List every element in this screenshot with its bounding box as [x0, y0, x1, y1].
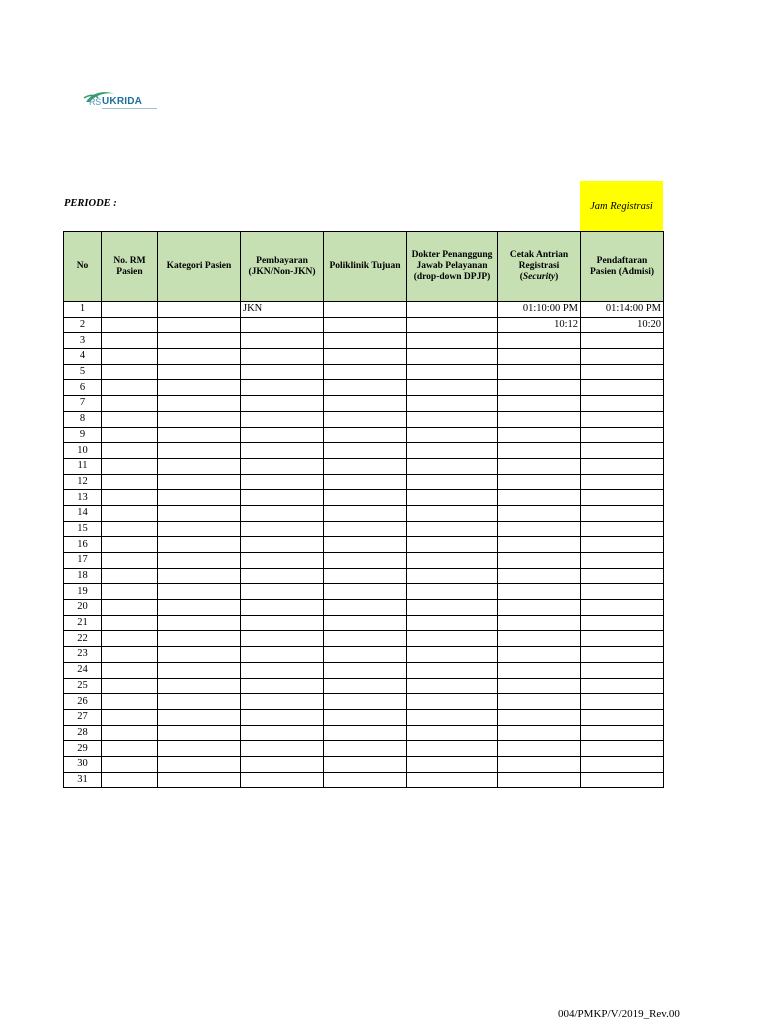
cell-dokter [407, 615, 498, 631]
cell-no-rm [102, 317, 158, 333]
cell-pembayaran: JKN [241, 302, 324, 318]
cell-no: 22 [64, 631, 102, 647]
cell-kategori [158, 694, 241, 710]
cell-cetak-antrian [498, 458, 581, 474]
cell-cetak-antrian [498, 537, 581, 553]
cell-pendaftaran [581, 380, 664, 396]
cell-pembayaran [241, 568, 324, 584]
cell-dokter [407, 505, 498, 521]
cell-pendaftaran [581, 349, 664, 365]
table-row [64, 458, 664, 474]
table-row [64, 364, 664, 380]
cell-cetak-antrian [498, 772, 581, 788]
table-row [64, 615, 664, 631]
cell-no-rm [102, 615, 158, 631]
cell-pembayaran [241, 647, 324, 663]
cell-no-rm [102, 474, 158, 490]
cell-pendaftaran [581, 678, 664, 694]
table-row [64, 537, 664, 553]
cell-no-rm [102, 411, 158, 427]
cell-no-rm [102, 537, 158, 553]
cell-no: 26 [64, 694, 102, 710]
cell-cetak-antrian [498, 396, 581, 412]
cell-kategori [158, 662, 241, 678]
cell-no: 19 [64, 584, 102, 600]
cell-pendaftaran [581, 490, 664, 506]
cell-dokter [407, 584, 498, 600]
table-row [64, 584, 664, 600]
cell-dokter [407, 427, 498, 443]
cell-dokter [407, 709, 498, 725]
col-header-cetak-antrian: Cetak Antrian Registrasi (Security) [498, 232, 581, 302]
cell-kategori [158, 458, 241, 474]
cell-no-rm [102, 647, 158, 663]
cell-poliklinik [324, 411, 407, 427]
cell-no-rm [102, 678, 158, 694]
cell-kategori [158, 317, 241, 333]
table-row [64, 647, 664, 663]
cell-dokter [407, 662, 498, 678]
cell-pembayaran [241, 662, 324, 678]
cell-no-rm [102, 505, 158, 521]
cell-pembayaran [241, 317, 324, 333]
cell-poliklinik [324, 694, 407, 710]
cell-pendaftaran [581, 662, 664, 678]
cell-no-rm [102, 396, 158, 412]
cell-cetak-antrian [498, 584, 581, 600]
table-row [64, 568, 664, 584]
cell-pendaftaran [581, 443, 664, 459]
cell-kategori [158, 631, 241, 647]
cell-no-rm [102, 631, 158, 647]
cell-kategori [158, 427, 241, 443]
cell-pembayaran [241, 772, 324, 788]
cell-dokter [407, 364, 498, 380]
table-row [64, 709, 664, 725]
document-code: 004/PMKP/V/2019_Rev.00 [558, 1008, 680, 1020]
cell-cetak-antrian [498, 505, 581, 521]
cell-no: 12 [64, 474, 102, 490]
cell-cetak-antrian [498, 380, 581, 396]
cell-cetak-antrian [498, 756, 581, 772]
cell-dokter [407, 631, 498, 647]
cell-no: 30 [64, 756, 102, 772]
cell-no-rm [102, 427, 158, 443]
cell-cetak-antrian [498, 647, 581, 663]
cell-no: 29 [64, 741, 102, 757]
cell-poliklinik [324, 317, 407, 333]
table-row [64, 302, 664, 318]
col-header-poliklinik: Poliklinik Tujuan [324, 232, 407, 302]
table-row [64, 443, 664, 459]
cell-poliklinik [324, 725, 407, 741]
cell-cetak-antrian [498, 490, 581, 506]
cell-dokter [407, 490, 498, 506]
cell-pembayaran [241, 615, 324, 631]
cell-pendaftaran [581, 521, 664, 537]
cell-pendaftaran [581, 537, 664, 553]
table-row [64, 756, 664, 772]
cell-cetak-antrian [498, 568, 581, 584]
cell-poliklinik [324, 615, 407, 631]
table-row [64, 631, 664, 647]
cell-no: 3 [64, 333, 102, 349]
cell-dokter [407, 694, 498, 710]
cell-pembayaran [241, 427, 324, 443]
cell-kategori [158, 615, 241, 631]
cetak-antrian-title: Cetak Antrian Registrasi [509, 250, 569, 271]
cell-no-rm [102, 458, 158, 474]
cell-kategori [158, 364, 241, 380]
cell-cetak-antrian [498, 553, 581, 569]
cell-dokter [407, 772, 498, 788]
cell-pendaftaran [581, 756, 664, 772]
logo-prefix: RS [89, 97, 101, 107]
cell-no: 14 [64, 505, 102, 521]
cell-pendaftaran [581, 553, 664, 569]
cell-no: 18 [64, 568, 102, 584]
cell-pendaftaran [581, 631, 664, 647]
table-row [64, 427, 664, 443]
cell-pendaftaran [581, 694, 664, 710]
cell-no: 24 [64, 662, 102, 678]
cell-dokter [407, 725, 498, 741]
cell-poliklinik [324, 474, 407, 490]
cell-poliklinik [324, 662, 407, 678]
cell-kategori [158, 647, 241, 663]
cell-pembayaran [241, 443, 324, 459]
table-header-row [64, 232, 664, 302]
cell-no: 20 [64, 600, 102, 616]
cell-kategori [158, 553, 241, 569]
cell-poliklinik [324, 709, 407, 725]
cell-pembayaran [241, 553, 324, 569]
cell-poliklinik [324, 490, 407, 506]
cell-kategori [158, 709, 241, 725]
cell-pendaftaran [581, 505, 664, 521]
cell-dokter [407, 553, 498, 569]
cell-kategori [158, 380, 241, 396]
cell-pendaftaran [581, 741, 664, 757]
table-row [64, 553, 664, 569]
cell-no-rm [102, 662, 158, 678]
cell-poliklinik [324, 584, 407, 600]
cell-pembayaran [241, 333, 324, 349]
cell-poliklinik [324, 443, 407, 459]
cell-no-rm [102, 725, 158, 741]
cell-dokter [407, 317, 498, 333]
cell-kategori [158, 568, 241, 584]
cell-poliklinik [324, 505, 407, 521]
cell-no: 15 [64, 521, 102, 537]
cell-pembayaran [241, 537, 324, 553]
logo-tagline-line [102, 108, 157, 109]
cell-pembayaran [241, 458, 324, 474]
cell-pembayaran [241, 505, 324, 521]
cell-no: 25 [64, 678, 102, 694]
cell-pembayaran [241, 380, 324, 396]
cell-kategori [158, 490, 241, 506]
cell-pendaftaran [581, 709, 664, 725]
cell-no: 11 [64, 458, 102, 474]
cell-cetak-antrian [498, 474, 581, 490]
cell-poliklinik [324, 521, 407, 537]
cell-no: 27 [64, 709, 102, 725]
cell-kategori [158, 396, 241, 412]
cell-pembayaran [241, 678, 324, 694]
cell-dokter [407, 349, 498, 365]
cell-poliklinik [324, 458, 407, 474]
cell-pembayaran [241, 521, 324, 537]
cell-dokter [407, 302, 498, 318]
cell-pembayaran [241, 584, 324, 600]
cell-no: 16 [64, 537, 102, 553]
cell-kategori [158, 302, 241, 318]
cell-pendaftaran [581, 474, 664, 490]
cell-pembayaran [241, 631, 324, 647]
cell-dokter [407, 537, 498, 553]
cell-poliklinik [324, 568, 407, 584]
cell-no-rm [102, 694, 158, 710]
cell-no-rm [102, 490, 158, 506]
cell-no: 2 [64, 317, 102, 333]
cell-dokter [407, 474, 498, 490]
cell-no-rm [102, 364, 158, 380]
periode-label: PERIODE : [64, 198, 117, 209]
cell-dokter [407, 411, 498, 427]
cell-dokter [407, 521, 498, 537]
cell-cetak-antrian [498, 333, 581, 349]
cell-cetak-antrian: 10:12 [498, 317, 581, 333]
cell-poliklinik [324, 772, 407, 788]
cell-kategori [158, 772, 241, 788]
cell-kategori [158, 600, 241, 616]
cell-poliklinik [324, 302, 407, 318]
cell-kategori [158, 349, 241, 365]
cetak-antrian-security: Security [522, 272, 556, 282]
cell-cetak-antrian [498, 615, 581, 631]
cell-no-rm [102, 302, 158, 318]
cell-no-rm [102, 709, 158, 725]
table-row [64, 474, 664, 490]
cell-pembayaran [241, 474, 324, 490]
cell-dokter [407, 741, 498, 757]
table-row [64, 678, 664, 694]
cell-dokter [407, 458, 498, 474]
table-row [64, 772, 664, 788]
cell-pendaftaran [581, 411, 664, 427]
cell-no: 1 [64, 302, 102, 318]
cell-poliklinik [324, 741, 407, 757]
col-header-pendaftaran: Pendaftaran Pasien (Admisi) [581, 232, 664, 302]
cell-pembayaran [241, 756, 324, 772]
cell-pendaftaran [581, 333, 664, 349]
table-row [64, 600, 664, 616]
cell-cetak-antrian [498, 364, 581, 380]
cell-no: 9 [64, 427, 102, 443]
table-row [64, 396, 664, 412]
cell-dokter [407, 568, 498, 584]
cell-pendaftaran [581, 568, 664, 584]
cell-cetak-antrian [498, 694, 581, 710]
cell-cetak-antrian [498, 427, 581, 443]
cell-no: 13 [64, 490, 102, 506]
cell-pembayaran [241, 364, 324, 380]
col-header-pembayaran: Pembayaran (JKN/Non-JKN) [241, 232, 324, 302]
col-header-dokter: Dokter Penanggung Jawab Pelayanan (drop-down DPJP) [407, 232, 498, 302]
cell-pendaftaran [581, 584, 664, 600]
cell-no-rm [102, 380, 158, 396]
cell-no-rm [102, 568, 158, 584]
cell-kategori [158, 333, 241, 349]
cell-pembayaran [241, 741, 324, 757]
cell-dokter [407, 396, 498, 412]
cell-cetak-antrian [498, 349, 581, 365]
cell-pembayaran [241, 411, 324, 427]
cell-cetak-antrian [498, 709, 581, 725]
cell-kategori [158, 741, 241, 757]
cell-pendaftaran: 10:20 [581, 317, 664, 333]
cell-poliklinik [324, 647, 407, 663]
cell-no: 31 [64, 772, 102, 788]
cell-kategori [158, 443, 241, 459]
cell-no-rm [102, 756, 158, 772]
table-row [64, 490, 664, 506]
cell-cetak-antrian [498, 631, 581, 647]
table-row [64, 505, 664, 521]
cell-pembayaran [241, 694, 324, 710]
cell-no-rm [102, 772, 158, 788]
cell-dokter [407, 647, 498, 663]
cell-no-rm [102, 600, 158, 616]
cell-poliklinik [324, 349, 407, 365]
table-row [64, 349, 664, 365]
cell-poliklinik [324, 380, 407, 396]
table-row [64, 521, 664, 537]
cell-no-rm [102, 443, 158, 459]
table-row [64, 694, 664, 710]
cell-kategori [158, 537, 241, 553]
cell-pembayaran [241, 396, 324, 412]
cell-no: 17 [64, 553, 102, 569]
registration-table [63, 231, 664, 788]
cell-dokter [407, 380, 498, 396]
cell-poliklinik [324, 333, 407, 349]
cell-no-rm [102, 584, 158, 600]
cell-no: 8 [64, 411, 102, 427]
cell-pendaftaran [581, 427, 664, 443]
col-header-no-rm: No. RM Pasien [102, 232, 158, 302]
cell-pembayaran [241, 490, 324, 506]
cell-cetak-antrian [498, 411, 581, 427]
table-row [64, 725, 664, 741]
cell-kategori [158, 474, 241, 490]
jam-registrasi-header: Jam Registrasi [580, 181, 663, 231]
cell-poliklinik [324, 553, 407, 569]
cell-cetak-antrian [498, 600, 581, 616]
cell-cetak-antrian [498, 725, 581, 741]
cell-pendaftaran [581, 615, 664, 631]
cell-dokter [407, 443, 498, 459]
logo-name: UKRIDA [102, 96, 143, 107]
table-row [64, 380, 664, 396]
cell-cetak-antrian [498, 521, 581, 537]
cell-kategori [158, 521, 241, 537]
cell-dokter [407, 600, 498, 616]
cell-no-rm [102, 333, 158, 349]
cell-no: 21 [64, 615, 102, 631]
cell-pembayaran [241, 600, 324, 616]
cell-pembayaran [241, 709, 324, 725]
cell-pendaftaran [581, 647, 664, 663]
cell-no: 5 [64, 364, 102, 380]
cell-dokter [407, 756, 498, 772]
cell-poliklinik [324, 756, 407, 772]
cell-pendaftaran [581, 725, 664, 741]
cell-pendaftaran [581, 396, 664, 412]
cell-pembayaran [241, 725, 324, 741]
cell-no: 7 [64, 396, 102, 412]
cell-pendaftaran [581, 458, 664, 474]
cell-no: 4 [64, 349, 102, 365]
cell-cetak-antrian [498, 662, 581, 678]
cell-dokter [407, 333, 498, 349]
table-row [64, 333, 664, 349]
cell-no-rm [102, 553, 158, 569]
cell-poliklinik [324, 427, 407, 443]
cell-no: 10 [64, 443, 102, 459]
cell-cetak-antrian [498, 443, 581, 459]
cell-poliklinik [324, 364, 407, 380]
cell-kategori [158, 411, 241, 427]
cell-poliklinik [324, 537, 407, 553]
cell-pendaftaran [581, 772, 664, 788]
cell-cetak-antrian [498, 678, 581, 694]
cell-no-rm [102, 349, 158, 365]
table-row [64, 317, 664, 333]
cell-no: 23 [64, 647, 102, 663]
cell-kategori [158, 505, 241, 521]
col-header-no: No [64, 232, 102, 302]
table-row [64, 662, 664, 678]
cell-kategori [158, 678, 241, 694]
cell-pembayaran [241, 349, 324, 365]
table-row [64, 411, 664, 427]
col-header-kategori: Kategori Pasien [158, 232, 241, 302]
cell-no: 6 [64, 380, 102, 396]
cell-poliklinik [324, 600, 407, 616]
cell-pendaftaran [581, 600, 664, 616]
cell-poliklinik [324, 396, 407, 412]
cell-no: 28 [64, 725, 102, 741]
cell-pendaftaran [581, 364, 664, 380]
rs-ukrida-logo [82, 88, 162, 112]
cell-kategori [158, 584, 241, 600]
cell-cetak-antrian: 01:10:00 PM [498, 302, 581, 318]
cell-poliklinik [324, 678, 407, 694]
cell-dokter [407, 678, 498, 694]
cell-poliklinik [324, 631, 407, 647]
table-row [64, 741, 664, 757]
cell-kategori [158, 756, 241, 772]
cell-kategori [158, 725, 241, 741]
cell-cetak-antrian [498, 741, 581, 757]
cell-no-rm [102, 741, 158, 757]
cell-no-rm [102, 521, 158, 537]
cell-pendaftaran: 01:14:00 PM [581, 302, 664, 318]
